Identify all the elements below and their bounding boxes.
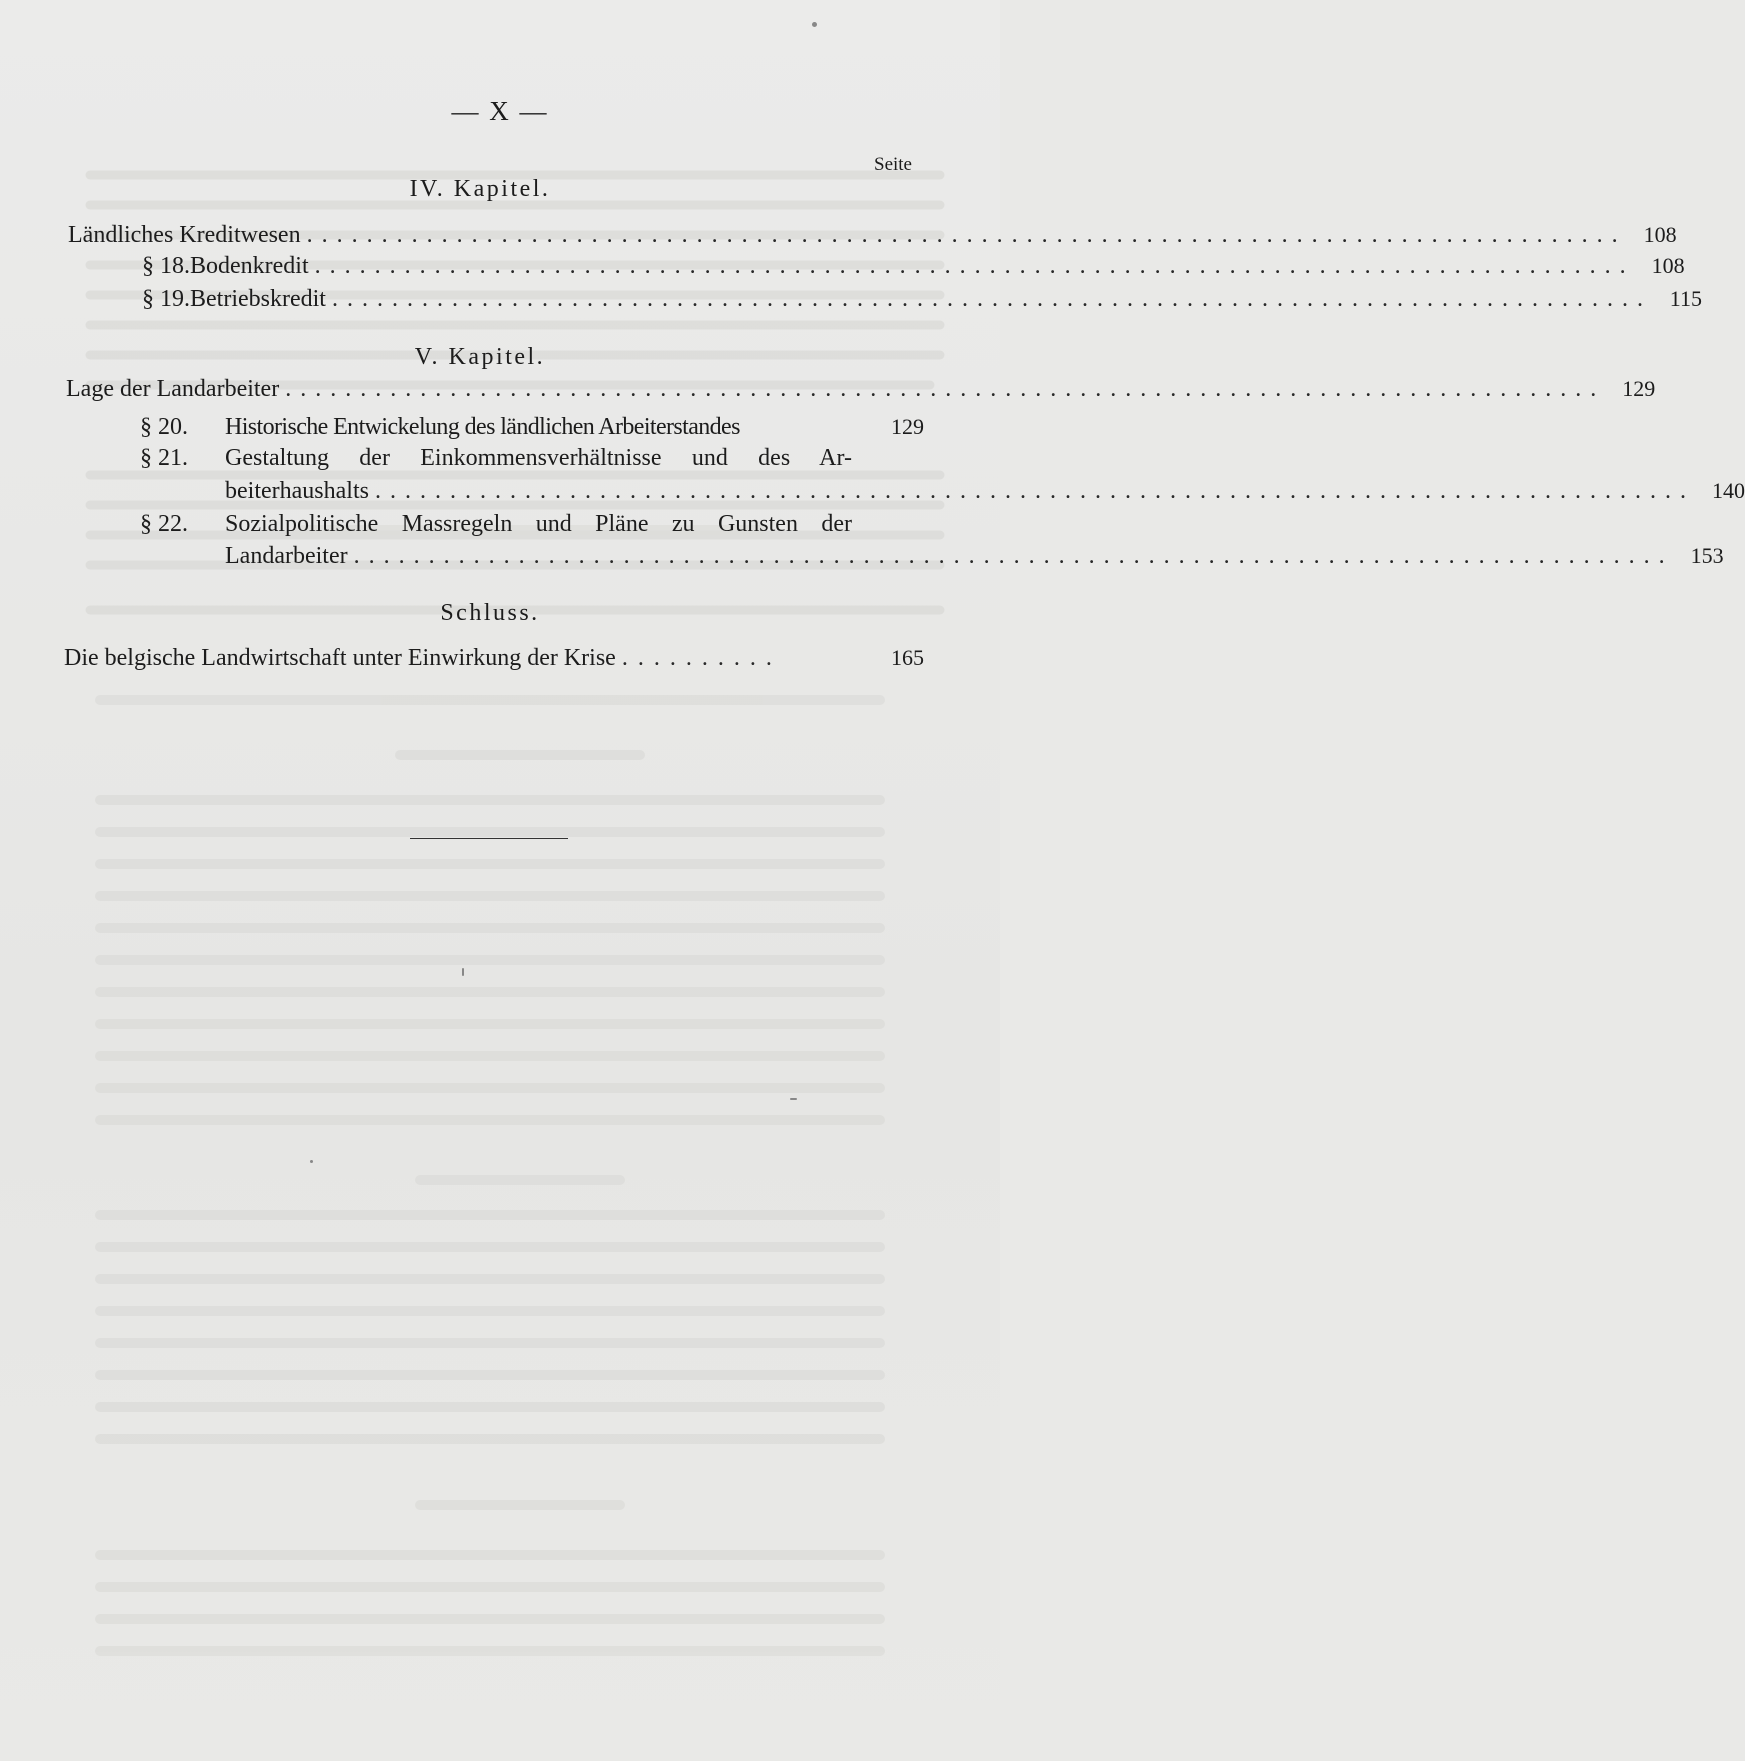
page-number: 165 bbox=[891, 645, 924, 670]
page-number: 153 bbox=[1690, 543, 1724, 568]
leader-dots: ........................................................................................ bbox=[306, 222, 1627, 248]
paper-speck bbox=[812, 22, 817, 27]
entry-title: Die belgische Landwirtschaft unter Einwirkung der Krise bbox=[64, 645, 616, 671]
section-number: § 18. bbox=[142, 253, 190, 279]
toc-entry[interactable] bbox=[66, 376, 1656, 403]
paper-speck bbox=[462, 968, 464, 976]
page-number: 108 bbox=[1643, 222, 1677, 247]
entry-title: Historische Entwickelung des ländlichen Arbeiterstandes bbox=[225, 414, 740, 440]
toc-entry-first-line[interactable] bbox=[140, 445, 852, 472]
chapter-heading-iv: IV. Kapitel. bbox=[409, 176, 551, 202]
toc-entry[interactable] bbox=[64, 645, 924, 672]
chapter-heading-v: V. Kapitel. bbox=[414, 344, 546, 370]
page-number: 115 bbox=[1669, 286, 1702, 311]
entry-title: Sozialpolitische Massregeln und Pläne zu Gunsten der bbox=[225, 511, 852, 537]
toc-entry[interactable] bbox=[68, 222, 1677, 249]
entry-title-continuation: beiterhaushalts bbox=[225, 478, 369, 504]
leader-dots: .......... bbox=[621, 645, 782, 671]
leader-dots: ........................................................................................ bbox=[314, 253, 1635, 279]
toc-entry[interactable] bbox=[142, 253, 1685, 280]
entry-title: Gestaltung der Einkommensverhältnisse und des Ar- bbox=[225, 445, 852, 471]
page-number: 129 bbox=[1622, 376, 1656, 401]
entry-title: Betriebskredit bbox=[190, 286, 326, 312]
toc-entry-first-line[interactable] bbox=[140, 511, 852, 538]
leader-dots: ........................................................................................ bbox=[331, 286, 1652, 312]
toc-entry[interactable] bbox=[140, 414, 924, 441]
page-number: 108 bbox=[1651, 253, 1685, 278]
chapter-heading-schluss: Schluss. bbox=[440, 600, 540, 626]
entry-title: Ländliches Kreditwesen bbox=[68, 222, 301, 248]
page-number: 140 bbox=[1711, 478, 1745, 503]
section-number: § 22. bbox=[140, 511, 188, 537]
toc-entry-continuation[interactable] bbox=[225, 543, 1724, 570]
leader-dots: ........................................................................................ bbox=[285, 376, 1606, 402]
section-number: § 21. bbox=[140, 445, 188, 471]
seite-label: Seite bbox=[874, 154, 912, 175]
leader-dots: ........................................................................................ bbox=[353, 543, 1674, 569]
page-header: — X — bbox=[451, 96, 549, 126]
toc-entry-continuation[interactable] bbox=[225, 478, 1745, 505]
entry-title: Lage der Landarbeiter bbox=[66, 376, 280, 402]
section-number: § 19. bbox=[142, 286, 190, 312]
leader-dots: ........................................................................................ bbox=[374, 478, 1695, 504]
paper-speck bbox=[310, 1160, 313, 1163]
section-number: § 20. bbox=[140, 414, 188, 440]
entry-title-continuation: Landarbeiter bbox=[225, 543, 348, 569]
toc-entry[interactable] bbox=[142, 286, 1702, 313]
closing-rule bbox=[410, 838, 568, 839]
entry-title: Bodenkredit bbox=[190, 253, 309, 279]
paper-speck bbox=[790, 1098, 797, 1100]
page-number: 129 bbox=[891, 414, 924, 439]
